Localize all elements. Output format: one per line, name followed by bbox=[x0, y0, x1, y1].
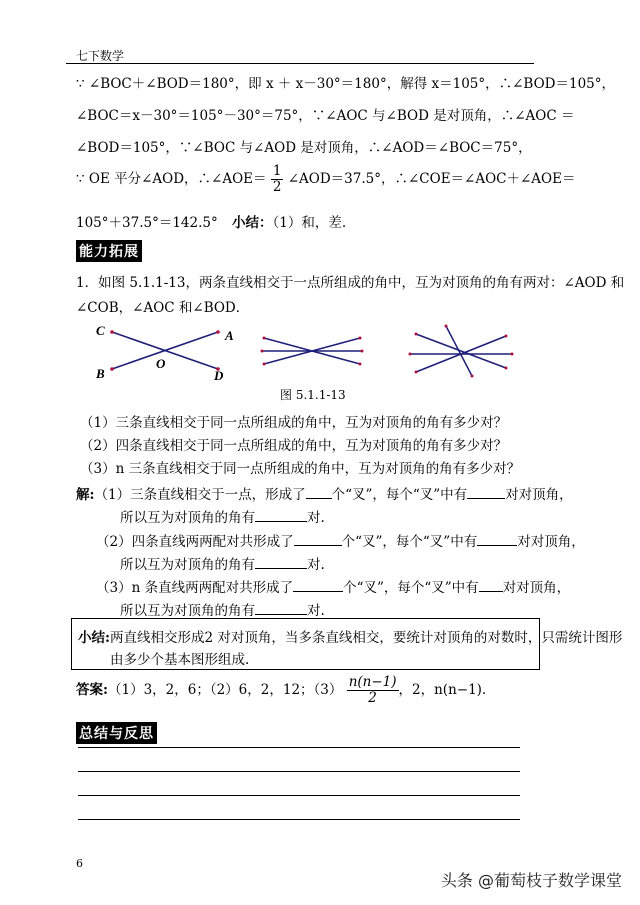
figure-three-lines bbox=[258, 328, 368, 378]
question-2: （2）四条直线相交于同一点所组成的角中，互为对顶角的角有多少对？ bbox=[80, 438, 508, 454]
answer-3-line-1 bbox=[96, 576, 570, 596]
answer-3-line-2 bbox=[120, 599, 325, 619]
solution-line-2: ∠BOC＝x－30°＝105°－30°＝75°，∵∠AOC 与∠BOD 是对顶角，∴∠AOC ＝ bbox=[76, 108, 575, 124]
answer-key-label: 答案: bbox=[76, 681, 108, 698]
figure-two-lines bbox=[90, 320, 240, 382]
summary-inline-label: 小结： bbox=[232, 215, 273, 231]
answer-3-text-a: （3）n 条直线两两配对共形成了 bbox=[96, 580, 294, 596]
blank-input[interactable] bbox=[306, 486, 332, 499]
solution-line-3: ∠BOD＝105°，∵∠BOC 与∠AOD 是对顶角，∴∠AOD＝∠BOC＝75°， bbox=[76, 140, 532, 156]
endpoint-c bbox=[110, 330, 114, 334]
answer-2-line-2 bbox=[120, 553, 325, 573]
blank-input[interactable] bbox=[255, 509, 307, 522]
blank-input[interactable] bbox=[255, 602, 307, 615]
section-heading-ability: 能力拓展 bbox=[76, 240, 142, 262]
answer-1-text-b: 个“叉”，每个“叉”中有 bbox=[331, 487, 468, 503]
answer-2-text-c: 对对顶角， bbox=[517, 534, 585, 550]
answer-key-part-1: （1）3，2，6；（2）6，2，12；（3） bbox=[107, 681, 343, 698]
answer-3-text-d: 所以互为对顶角的角有 bbox=[120, 603, 255, 619]
solution-line-4-b: ∠AOD＝37.5°，∴∠COE＝∠AOC＋∠AOE＝ bbox=[287, 170, 576, 187]
answer-fraction-denominator: 2 bbox=[368, 689, 377, 706]
writing-line[interactable] bbox=[78, 771, 520, 772]
label-o: O bbox=[156, 356, 166, 371]
summary-inline-text: （1）和，差. bbox=[272, 215, 347, 231]
label-d: D bbox=[214, 368, 224, 382]
figure-caption: 图 5.1.1-13 bbox=[280, 388, 346, 402]
summary-box-line-1 bbox=[78, 626, 622, 646]
answer-1-text-c: 对对顶角， bbox=[505, 487, 573, 503]
watermark: 头条 @葡萄枝子数学课堂 bbox=[440, 871, 622, 890]
fraction-denominator: 2 bbox=[272, 178, 282, 195]
endpoint-a bbox=[216, 330, 220, 334]
header-title: 七下数学 bbox=[76, 49, 125, 63]
blank-input[interactable] bbox=[293, 579, 343, 592]
label-a: A bbox=[225, 328, 234, 343]
fraction-numerator: 1 bbox=[272, 163, 282, 179]
solution-line-4-a: ∵ OE 平分∠AOD，∴∠AOE＝ bbox=[76, 170, 267, 187]
summary-text-2: 由多少个基本图形组成. bbox=[110, 652, 250, 668]
page-number: 6 bbox=[76, 857, 83, 870]
question-3: （3）n 三条直线相交于同一点所组成的角中，互为对顶角的角有多少对？ bbox=[80, 461, 521, 477]
answer-fraction bbox=[347, 675, 399, 706]
writing-line[interactable] bbox=[78, 795, 520, 796]
header-rule bbox=[66, 63, 534, 64]
answer-1-text-d: 所以互为对顶角的角有 bbox=[120, 510, 255, 526]
answer-fraction-numerator: n(n−1) bbox=[348, 674, 397, 690]
fraction-one-half bbox=[271, 164, 284, 195]
section-heading-reflection: 总结与反思 bbox=[76, 722, 157, 744]
answer-2-line-1 bbox=[96, 530, 585, 550]
answer-2-text-d: 所以互为对顶角的角有 bbox=[120, 557, 255, 573]
blank-input[interactable] bbox=[255, 556, 307, 569]
summary-label: 小结: bbox=[78, 630, 110, 646]
label-b: B bbox=[96, 366, 105, 381]
answer-2-text-e: 对. bbox=[307, 557, 325, 573]
solution-result: 105°＋37.5°＝142.5° bbox=[76, 215, 218, 231]
blank-input[interactable] bbox=[479, 579, 503, 592]
question-1: （1）三条直线相交于同一点所组成的角中，互为对顶角的角有多少对？ bbox=[80, 415, 508, 431]
answer-3-text-c: 对对顶角， bbox=[502, 580, 571, 596]
problem-intro-line-2: ∠COB，∠AOC 和∠BOD． bbox=[76, 300, 250, 316]
answer-1-line-1 bbox=[76, 483, 573, 503]
answer-1-text-e: 对. bbox=[307, 510, 325, 526]
figure-four-lines bbox=[406, 320, 518, 378]
answer-2-text-a: （2）四条直线两两配对共形成了 bbox=[96, 534, 294, 550]
blank-input[interactable] bbox=[294, 533, 342, 546]
problem-intro-line-1: 1．如图 5.1.1-13，两条直线相交于一点所组成的角中，互为对顶角的角有两对：∠AOD 和 bbox=[76, 275, 625, 291]
answer-key-part-2: ，2，n(n−1). bbox=[398, 681, 487, 698]
answer-key bbox=[76, 675, 486, 706]
solution-line-4 bbox=[76, 164, 575, 195]
endpoint-b bbox=[110, 367, 114, 371]
summary-text-1: 两直线相交形成2 对对顶角，当多条直线相交，要统计对顶角的对数时，只需统计图形 bbox=[109, 630, 623, 646]
answer-3-text-b: 个“叉”，每个“叉”中有 bbox=[343, 580, 479, 596]
writing-line[interactable] bbox=[78, 747, 520, 748]
answer-2-text-b: 个“叉”，每个“叉”中有 bbox=[341, 534, 478, 550]
answer-1-line-2 bbox=[120, 506, 325, 526]
writing-line[interactable] bbox=[78, 819, 520, 820]
label-c: C bbox=[96, 323, 105, 338]
blank-input[interactable] bbox=[477, 533, 517, 546]
answer-1-text-a: （1）三条直线相交于一点，形成了 bbox=[94, 487, 306, 503]
answer-3-text-e: 对. bbox=[307, 603, 325, 619]
solution-label: 解: bbox=[76, 487, 95, 503]
blank-input[interactable] bbox=[467, 486, 505, 499]
solution-line-5 bbox=[76, 211, 346, 231]
solution-line-1: ∵ ∠BOC＋∠BOD＝180°，即 x ＋ x－30°＝180°，解得 x＝105°，∴∠BOD＝105°， bbox=[76, 76, 616, 92]
